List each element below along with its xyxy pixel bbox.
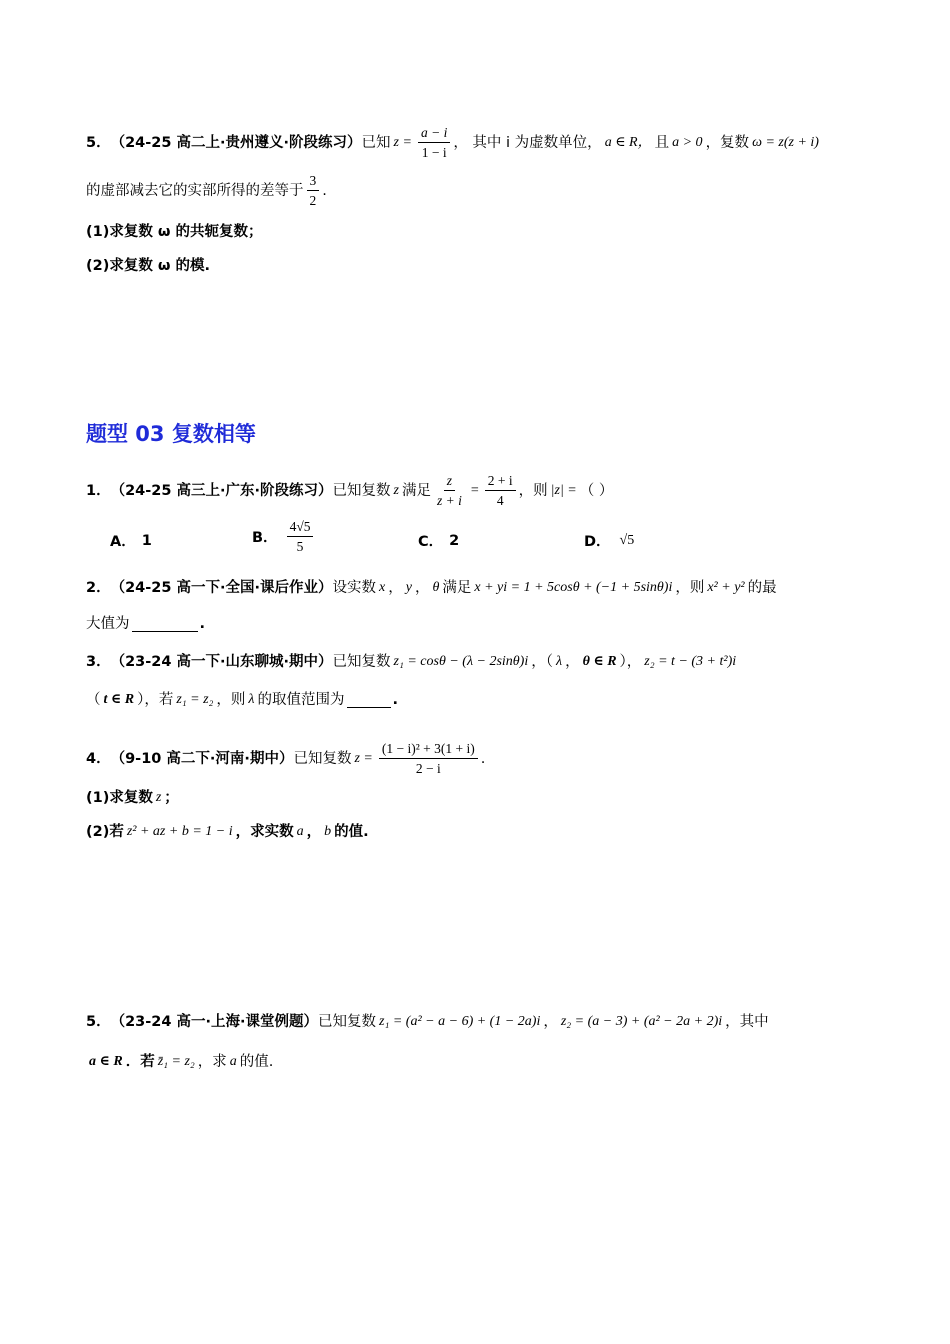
text: ，求实数 [235, 824, 294, 840]
fraction-numerator: 2 + i [485, 472, 516, 491]
choice-d[interactable] [584, 530, 637, 551]
text: ， 其中 i 为虚数单位， [453, 134, 602, 151]
section-heading: 题型 03 复数相等 [86, 422, 256, 446]
math-z1-eq-z2: z₁ = z₂ [176, 692, 214, 707]
choice-label: C． [418, 534, 444, 550]
math-omega-def: ω = z(z + i) [752, 134, 819, 150]
math-condition: z̄₁ = z₂ [157, 1054, 195, 1069]
math-expression: z² + az + b = 1 − i [126, 824, 233, 839]
text: ， [543, 1014, 558, 1030]
section-question-2-line-2 [86, 614, 205, 634]
choice-label: D． [584, 534, 611, 550]
choice-value: 2 [449, 532, 460, 549]
question-number: 5． [86, 1014, 111, 1030]
section-question-4-part-1 [86, 788, 179, 808]
choice-value: √5 [619, 532, 635, 548]
question-number: 1． [86, 482, 111, 499]
answer-paren: （ ） [579, 482, 614, 499]
math-z-eq: z = [393, 134, 412, 150]
math-t-in-R: t ∈ R [103, 692, 135, 707]
section-question-1 [86, 472, 613, 509]
question-source: （24-25 高一下·全国·课后作业） [110, 580, 333, 596]
question-source: （24-25 高三上·广东·阶段练习） [110, 482, 333, 499]
math-x: x [379, 580, 386, 595]
math-z1: z₁ = (a² − a − 6) + (1 − 2a)i [379, 1014, 541, 1029]
fraction [418, 124, 450, 161]
fraction-denominator: 1 − i [421, 145, 447, 160]
math-abs-z: |z| = [550, 482, 577, 498]
math-lambda: λ [556, 654, 563, 669]
question-number: 3． [86, 654, 111, 670]
math-z-eq: z = [354, 750, 373, 766]
text: ，其中 [725, 1014, 769, 1030]
choice-label: A． [110, 534, 136, 550]
equals: = [470, 482, 479, 498]
choice-c[interactable] [418, 530, 459, 551]
math-expression: x² + y² [707, 580, 745, 595]
text: ），若 [137, 692, 174, 708]
math-theta: θ [432, 580, 440, 595]
math-z: z [155, 790, 162, 805]
question-source: （9-10 高二下·河南·期中） [110, 750, 294, 767]
math-z2: z₂ = (a − 3) + (a² − 2a + 2)i [560, 1014, 723, 1029]
text: 已知复数 [332, 654, 391, 670]
choice-b[interactable] [252, 518, 316, 555]
question-source: （23-24 高一·上海·课堂例题） [110, 1014, 319, 1030]
question-5-line-1 [86, 124, 822, 161]
text: ，（ [531, 654, 553, 670]
question-number: 2． [86, 580, 111, 596]
text: 满足 [442, 580, 472, 596]
math-b: b [324, 824, 332, 839]
text: ，则 [675, 580, 705, 596]
text: ，复数 [705, 134, 750, 151]
text: (1)求复数 [86, 790, 153, 806]
text: ）， [619, 654, 642, 670]
text: ，则 [216, 692, 246, 708]
text: 的取值范围为 [257, 692, 345, 708]
fraction-denominator: 2 − i [415, 761, 441, 776]
section-question-5-line-2 [86, 1052, 273, 1072]
section-question-2-line-1 [86, 578, 777, 598]
math-lambda: λ [248, 692, 255, 707]
text: 已知复数 [332, 482, 391, 499]
section-question-3-line-1 [86, 652, 739, 672]
question-source: （23-24 高一下·山东聊城·期中） [110, 654, 333, 670]
fraction-numerator: z [444, 472, 455, 491]
text: 的值. [239, 1054, 274, 1070]
text: 的最 [747, 580, 777, 596]
text: 已知复数 [318, 1014, 377, 1030]
text: ， [306, 824, 322, 840]
math-z1: z₁ = cosθ − (λ − 2sinθ)i [393, 654, 529, 669]
text: 大值为 [86, 616, 130, 632]
text: ，则 [518, 482, 548, 499]
comma: ， [414, 580, 430, 596]
choice-value: 1 [141, 532, 152, 549]
question-number: 5． [86, 134, 111, 151]
fraction [287, 518, 314, 555]
text: （ [86, 692, 101, 708]
fraction-numerator: (1 − i)² + 3(1 + i) [379, 740, 478, 759]
math-y: y [405, 580, 412, 595]
math-theta-in-R: θ ∈ R [582, 654, 617, 669]
fraction-denominator: 2 [309, 193, 317, 208]
text: 满足 [402, 482, 431, 499]
section-question-4-part-2 [86, 822, 369, 842]
math-a-positive: a > 0 [672, 134, 703, 150]
math-a-in-R: a ∈ R， [604, 134, 652, 150]
text: 已知 [361, 134, 391, 151]
question-5-part-2: (2)求复数 ω 的模. [86, 258, 211, 274]
fraction-denominator: 5 [296, 539, 304, 554]
fraction-denominator: z + i [437, 493, 462, 508]
text: 已知复数 [293, 750, 352, 767]
text: ； [164, 790, 179, 806]
question-5-part-1: (1)求复数 ω 的共轭复数； [86, 224, 263, 240]
fraction-numerator: a − i [418, 124, 450, 143]
text: 的值. [334, 824, 369, 840]
math-expression: x + yi = 1 + 5cosθ + (−1 + 5sinθ)i [474, 580, 673, 595]
text: . [480, 750, 486, 767]
fraction [434, 472, 465, 509]
section-question-4 [86, 740, 485, 777]
question-source: （24-25 高二上·贵州遵义·阶段练习） [110, 134, 362, 151]
choice-a[interactable] [110, 530, 152, 551]
fraction-denominator: 4 [496, 493, 504, 508]
fraction [485, 472, 516, 509]
text: ．若 [125, 1054, 155, 1070]
fraction [379, 740, 478, 777]
answer-blank[interactable] [132, 617, 198, 632]
comma: ， [388, 580, 403, 596]
text: ， [565, 654, 580, 670]
question-5-line-2 [86, 172, 327, 209]
section-question-5-line-1 [86, 1012, 769, 1032]
text: 且 [654, 134, 670, 151]
text: 设实数 [332, 580, 377, 596]
choice-label: B． [252, 530, 278, 546]
math-a-in-R: a ∈ R [89, 1054, 123, 1069]
text: . [392, 692, 399, 708]
math-a: a [296, 824, 304, 839]
text: 的虚部减去它的实部所得的差等于 [86, 182, 304, 199]
text: (2)若 [86, 824, 124, 840]
fraction-numerator: 3 [307, 172, 320, 191]
fraction-numerator: 4√5 [287, 518, 314, 537]
math-z: z [393, 482, 399, 498]
text: . [322, 182, 327, 199]
math-a: a [229, 1054, 237, 1069]
fraction [307, 172, 320, 209]
text: ，求 [197, 1054, 227, 1070]
answer-blank[interactable] [347, 693, 391, 708]
section-question-3-line-2 [86, 690, 398, 710]
text: . [199, 616, 206, 632]
question-number: 4． [86, 750, 111, 767]
math-z2: z₂ = t − (3 + t²)i [644, 654, 737, 669]
